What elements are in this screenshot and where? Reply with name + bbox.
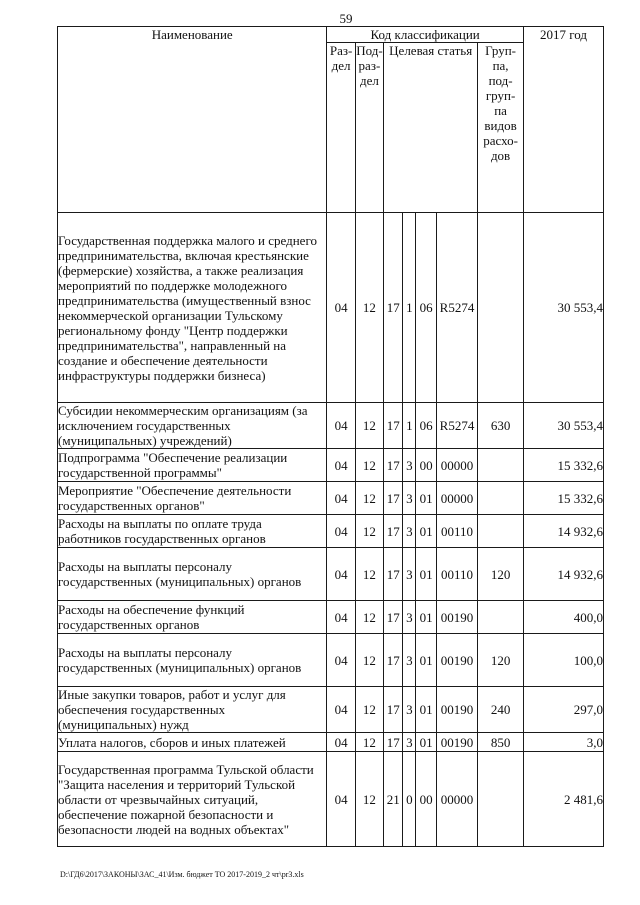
row-section: 04: [327, 449, 355, 482]
row-amount: 15 332,6: [523, 482, 603, 515]
row-subprogram: 3: [403, 634, 416, 687]
row-direction: 00190: [436, 601, 478, 634]
row-name: Расходы на выплаты персоналу государственных (муниципальных) органов: [58, 548, 327, 601]
footer-file-path: D:\ГД6\2017\ЗАКОНЫ\ЗАС_41\Изм. бюджет ТО 2017-2019_2 чт\pr3.xls: [60, 870, 304, 879]
row-program: 17: [384, 482, 403, 515]
row-expense-group: [478, 752, 524, 847]
row-name: Расходы на выплаты по оплате труда работников государственных органов: [58, 515, 327, 548]
row-subprogram: 3: [403, 601, 416, 634]
table-row: [58, 548, 604, 601]
row-name: Мероприятие "Обеспечение деятельности государственных органов": [58, 482, 327, 515]
row-program: 17: [384, 213, 403, 403]
row-expense-group: [478, 515, 524, 548]
row-amount: 297,0: [523, 687, 603, 733]
row-direction: 00190: [436, 634, 478, 687]
row-direction: 00190: [436, 687, 478, 733]
row-event: 01: [416, 733, 436, 752]
row-program: 17: [384, 687, 403, 733]
row-expense-group: 120: [478, 548, 524, 601]
row-direction: R5274: [436, 213, 478, 403]
row-subsection: 12: [355, 733, 383, 752]
row-subsection: 12: [355, 213, 383, 403]
row-program: 17: [384, 733, 403, 752]
row-program: 21: [384, 752, 403, 847]
row-amount: 3,0: [523, 733, 603, 752]
row-direction: 00110: [436, 515, 478, 548]
header-target-article: Целевая статья: [384, 43, 478, 213]
row-name: Субсидии некоммерческим организациям (за исключением государственных (муниципальных) учреждений): [58, 403, 327, 449]
row-event: 01: [416, 548, 436, 601]
row-subsection: 12: [355, 634, 383, 687]
row-expense-group: [478, 449, 524, 482]
row-amount: 400,0: [523, 601, 603, 634]
row-event: 06: [416, 403, 436, 449]
row-direction: R5274: [436, 403, 478, 449]
row-direction: 00190: [436, 733, 478, 752]
table-row: [58, 213, 604, 403]
table-row: [58, 634, 604, 687]
table-row: [58, 733, 604, 752]
row-subsection: 12: [355, 687, 383, 733]
row-subprogram: 3: [403, 687, 416, 733]
table-row: [58, 601, 604, 634]
row-name: Иные закупки товаров, работ и услуг для обеспечения государственных (муниципальных) нужд: [58, 687, 327, 733]
page-number: 59: [339, 11, 353, 26]
row-name: Уплата налогов, сборов и иных платежей: [58, 733, 327, 752]
row-event: 00: [416, 752, 436, 847]
row-name: Расходы на обеспечение функций государственных органов: [58, 601, 327, 634]
header-year: 2017 год: [523, 27, 603, 213]
header-classification-code: Код классификации: [327, 27, 524, 43]
header-name: Наименование: [58, 27, 327, 213]
row-subsection: 12: [355, 752, 383, 847]
row-expense-group: 240: [478, 687, 524, 733]
row-subprogram: 3: [403, 482, 416, 515]
row-amount: 100,0: [523, 634, 603, 687]
row-name: Государственная поддержка малого и среднего предпринимательства, включая крестьянские (фермерские) хозяйства, а также реализация мероприятий по поддержке молодежного предпринимательства (имущественный взнос некоммерческой организации Тульскому региональному фонду "Центр поддержки предпринимательства", направленный на создание и обеспечение деятельности инфраструктуры поддержки бизнеса): [58, 213, 327, 403]
row-direction: 00000: [436, 482, 478, 515]
row-event: 00: [416, 449, 436, 482]
row-amount: 30 553,4: [523, 213, 603, 403]
table-row: [58, 687, 604, 733]
row-event: 06: [416, 213, 436, 403]
row-subprogram: 3: [403, 733, 416, 752]
row-subprogram: 1: [403, 403, 416, 449]
row-expense-group: 120: [478, 634, 524, 687]
row-section: 04: [327, 687, 355, 733]
row-section: 04: [327, 733, 355, 752]
row-program: 17: [384, 515, 403, 548]
row-expense-group: [478, 213, 524, 403]
row-expense-group: 850: [478, 733, 524, 752]
row-section: 04: [327, 601, 355, 634]
row-section: 04: [327, 634, 355, 687]
row-amount: 2 481,6: [523, 752, 603, 847]
row-section: 04: [327, 548, 355, 601]
table-row: [58, 449, 604, 482]
row-section: 04: [327, 515, 355, 548]
row-section: 04: [327, 213, 355, 403]
row-subsection: 12: [355, 601, 383, 634]
row-program: 17: [384, 601, 403, 634]
row-direction: 00110: [436, 548, 478, 601]
row-subsection: 12: [355, 515, 383, 548]
header-subsection: Под- раз- дел: [355, 43, 383, 213]
row-program: 17: [384, 634, 403, 687]
table-row: [58, 482, 604, 515]
row-amount: 14 932,6: [523, 515, 603, 548]
row-amount: 15 332,6: [523, 449, 603, 482]
row-event: 01: [416, 482, 436, 515]
row-subsection: 12: [355, 403, 383, 449]
row-event: 01: [416, 601, 436, 634]
row-amount: 14 932,6: [523, 548, 603, 601]
row-subsection: 12: [355, 449, 383, 482]
header-section: Раз- дел: [327, 43, 355, 213]
header-row-main: [58, 27, 604, 43]
row-subprogram: 3: [403, 449, 416, 482]
row-section: 04: [327, 403, 355, 449]
row-subprogram: 3: [403, 515, 416, 548]
row-direction: 00000: [436, 449, 478, 482]
row-subprogram: 3: [403, 548, 416, 601]
row-amount: 30 553,4: [523, 403, 603, 449]
row-expense-group: [478, 482, 524, 515]
row-name: Государственная программа Тульской области "Защита населения и территорий Тульской области от чрезвычайных ситуаций, обеспечение пожарной безопасности и безопасности людей на водных объектах": [58, 752, 327, 847]
row-subsection: 12: [355, 548, 383, 601]
row-direction: 00000: [436, 752, 478, 847]
row-expense-group: [478, 601, 524, 634]
table-row: [58, 403, 604, 449]
row-event: 01: [416, 515, 436, 548]
row-event: 01: [416, 687, 436, 733]
row-program: 17: [384, 403, 403, 449]
row-program: 17: [384, 449, 403, 482]
table-row: [58, 752, 604, 847]
row-subprogram: 0: [403, 752, 416, 847]
row-name: Расходы на выплаты персоналу государственных (муниципальных) органов: [58, 634, 327, 687]
row-event: 01: [416, 634, 436, 687]
table-row: [58, 515, 604, 548]
row-subsection: 12: [355, 482, 383, 515]
row-expense-group: 630: [478, 403, 524, 449]
header-expense-group: Груп- па, под- груп- па видов расхо- дов: [478, 43, 524, 213]
row-name: Подпрограмма "Обеспечение реализации государственной программы": [58, 449, 327, 482]
row-section: 04: [327, 482, 355, 515]
row-program: 17: [384, 548, 403, 601]
table-body: [58, 213, 604, 847]
row-section: 04: [327, 752, 355, 847]
row-subprogram: 1: [403, 213, 416, 403]
budget-table: [57, 26, 604, 847]
